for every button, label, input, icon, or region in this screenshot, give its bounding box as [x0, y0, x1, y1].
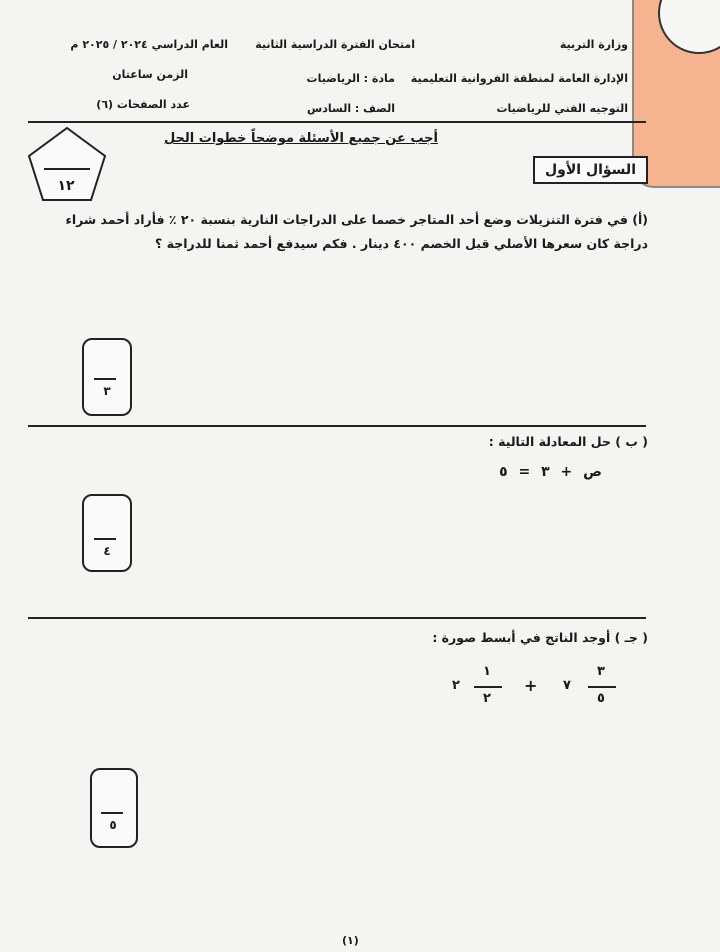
supervision-name: التوجيه الفني للرياضيات	[496, 102, 628, 115]
term2-denominator: ٢	[483, 691, 491, 706]
part-b-label: ( ب ) حل المعادلة التالية :	[488, 434, 648, 449]
part-b-marks-line	[94, 538, 116, 540]
term1-whole: ٧	[563, 678, 571, 693]
page-number: (١)	[342, 934, 359, 947]
exam-time: الزمن ساعتان	[112, 68, 188, 81]
term1-fraction-bar	[588, 686, 616, 688]
term2-whole: ٢	[452, 678, 460, 693]
directorate-name: الإدارة العامة لمنطقة الفروانية التعليمية	[410, 72, 628, 85]
term2-fraction-bar	[474, 686, 502, 688]
part-c-marks-box	[90, 768, 138, 848]
part-c-marks-value: ٥	[109, 818, 117, 832]
part-a-line2: دراجة كان سعرها الأصلي قبل الخصم ٤٠٠ دينار . فكم سيدفع أحمد ثمنا للدراجة ؟	[155, 236, 648, 251]
academic-year: العام الدراسي ٢٠٢٤ / ٢٠٢٥ م	[70, 38, 228, 51]
part-c-marks-line	[101, 812, 123, 814]
part-b-marks-value: ٤	[103, 544, 111, 558]
divider-a-b	[28, 425, 646, 427]
total-marks-value: ١٢	[57, 178, 75, 194]
part-a-marks-line	[94, 378, 116, 380]
ministry-name: وزارة التربية	[559, 38, 628, 51]
part-a-marks-value: ٣	[103, 384, 111, 398]
question1-title: السؤال الأول	[533, 156, 648, 184]
page-count: عدد الصفحات (٦)	[96, 98, 190, 111]
part-a-marks-box	[82, 338, 132, 416]
part-b-equation: ص + ٣ = ٥	[499, 464, 602, 480]
header-divider	[28, 121, 646, 123]
exam-title: امتحان الفترة الدراسية الثانية	[255, 38, 415, 51]
part-b-marks-box	[82, 494, 132, 572]
part-a-line1: (أ) في فترة التنزيلات وضع أحد المتاجر خصما على الدراجات النارية بنسبة ٢٠ ٪ فأراد أحمد شراء	[65, 212, 648, 227]
subject: مادة : الرياضيات	[306, 72, 395, 85]
divider-b-c	[28, 617, 646, 619]
part-c-label: ( جـ ) أوجد الناتج في أبسط صورة :	[432, 630, 648, 645]
term1-numerator: ٣	[597, 664, 605, 679]
instructions: أجب عن جميع الأسئلة موضحاً خطوات الحل	[163, 131, 438, 146]
plus-operator: +	[524, 676, 538, 695]
corner-circle	[658, 0, 720, 54]
term2-numerator: ١	[483, 664, 491, 679]
grade: الصف : السادس	[307, 102, 395, 115]
term1-denominator: ٥	[597, 691, 605, 706]
